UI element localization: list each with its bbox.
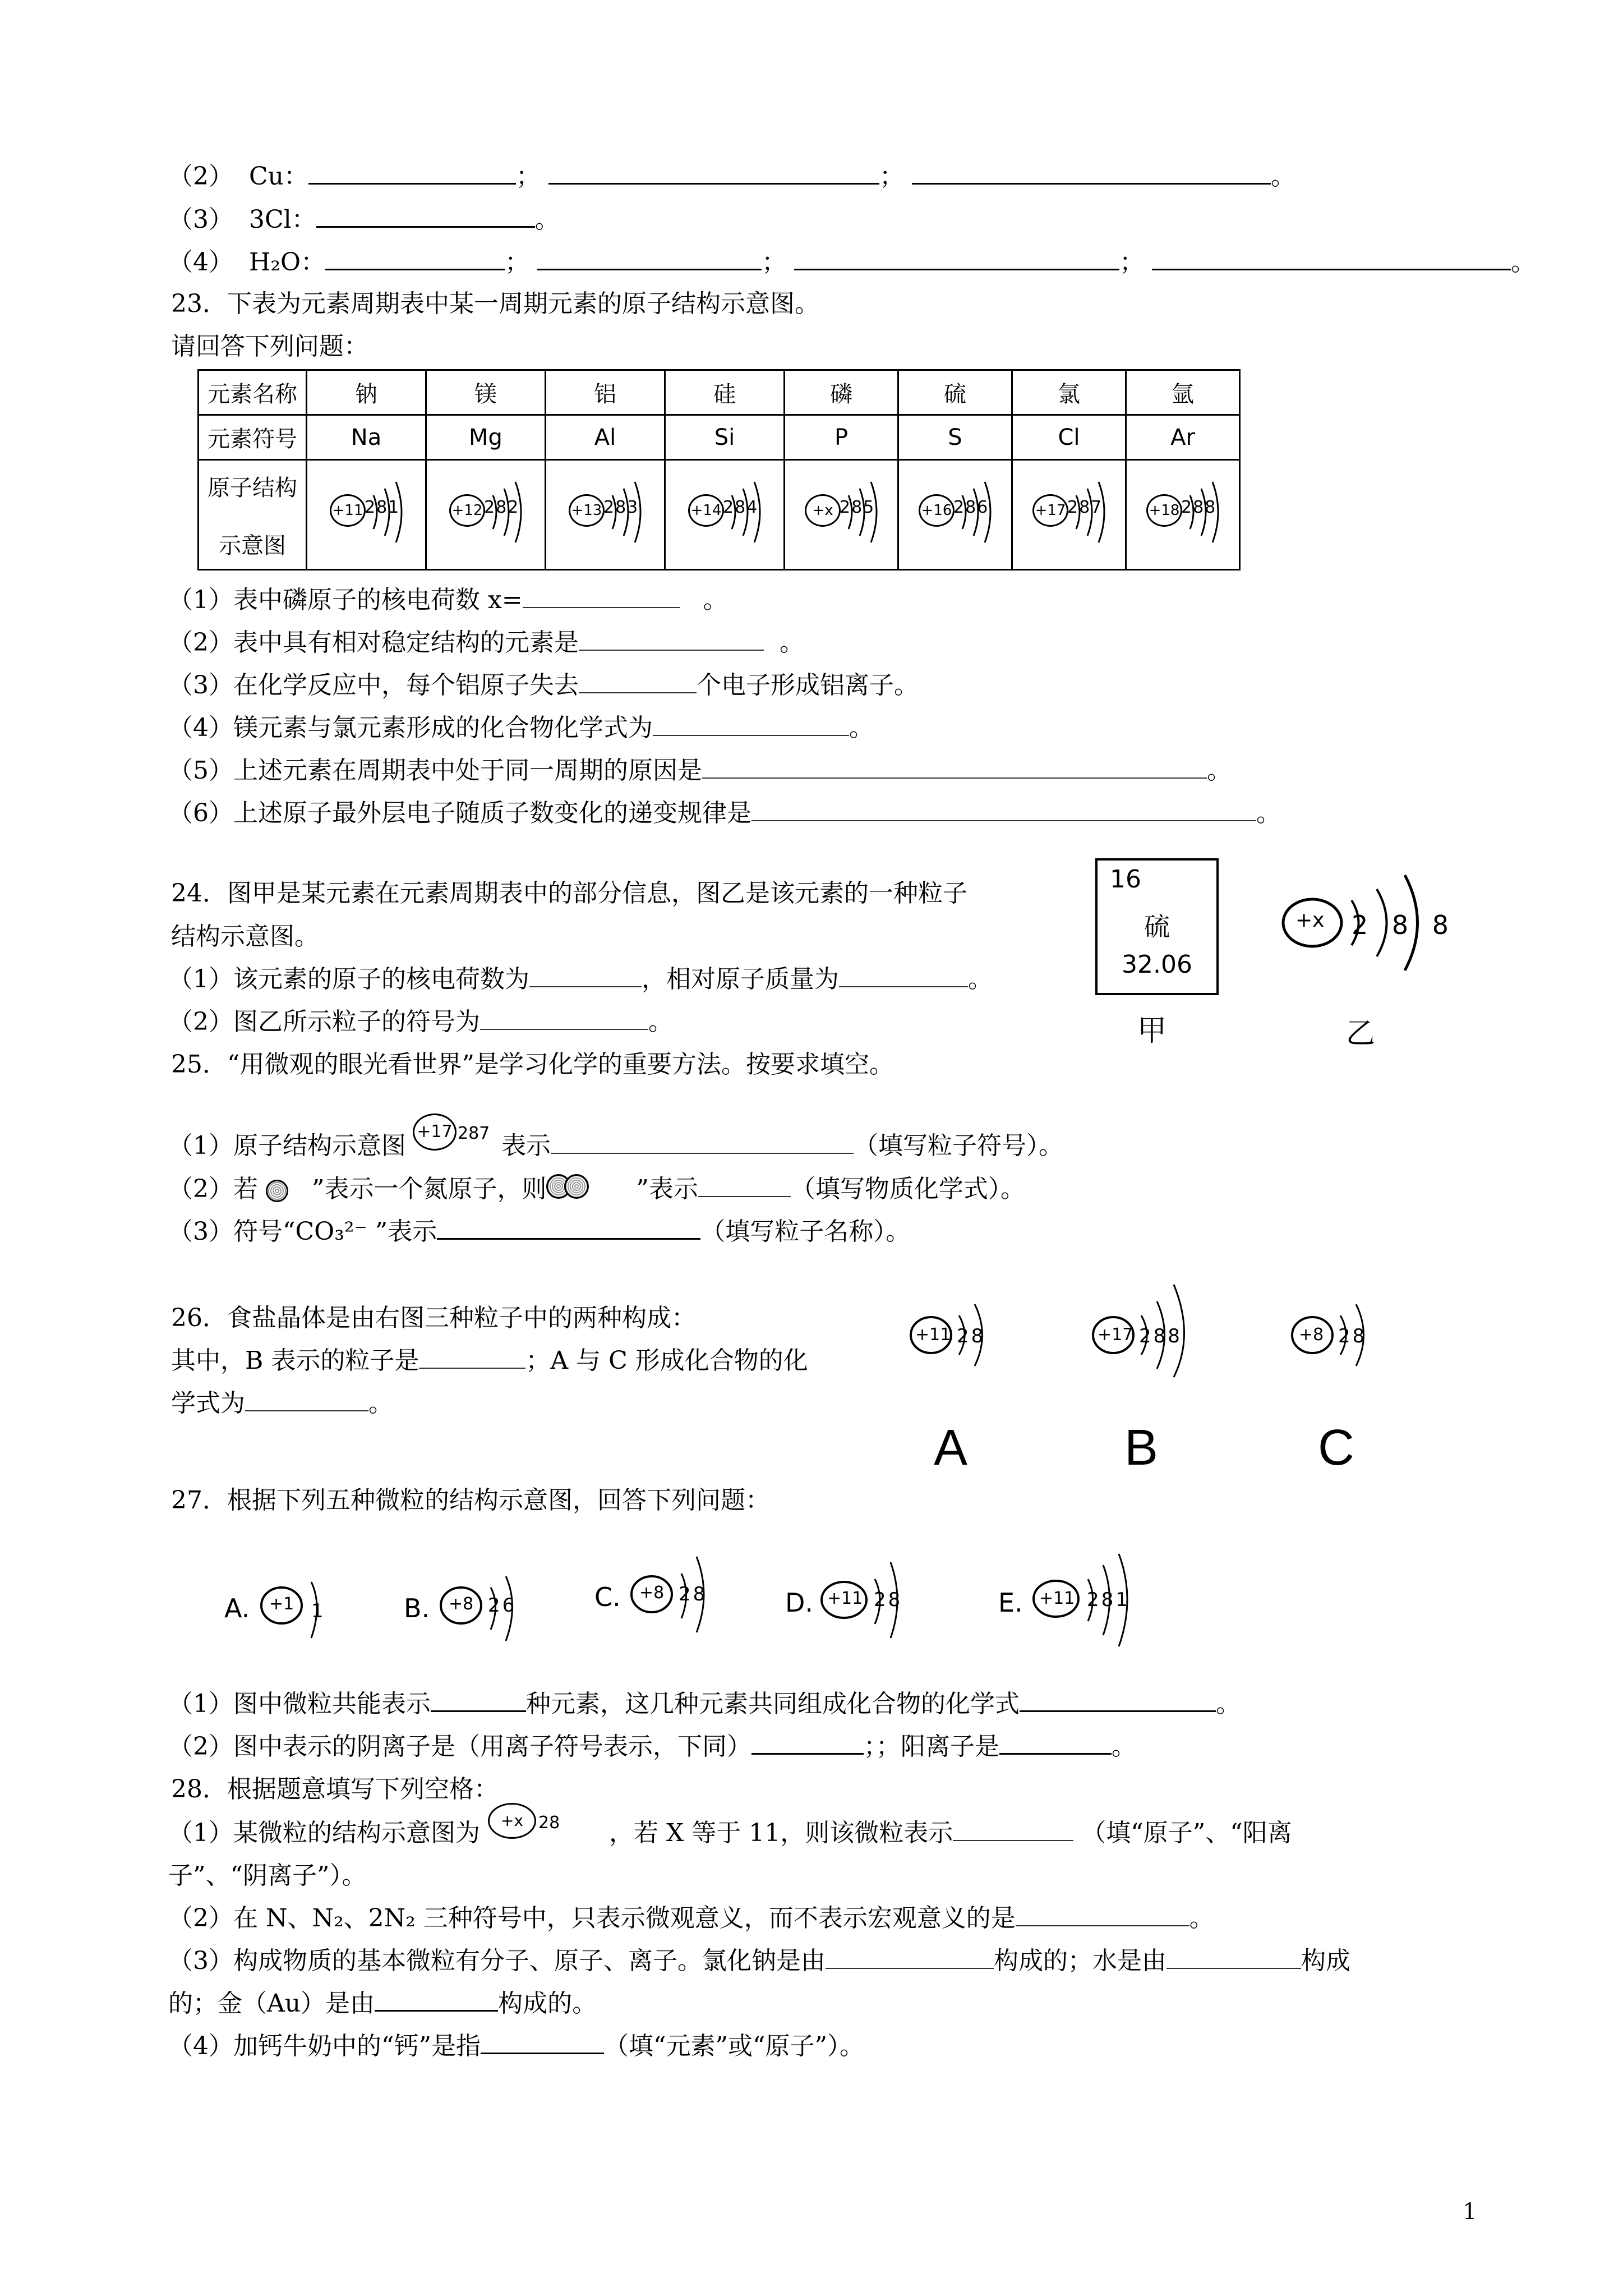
q23-q5-text: （5）上述元素在周期表中处于同一周期的原因是: [168, 756, 702, 785]
atom-circle-icon: [266, 1180, 288, 1202]
particle-label: C.: [594, 1582, 621, 1612]
q24-q2: （2）图乙所示粒子的符号为 。: [168, 1007, 673, 1036]
label-yi: 乙: [1346, 1017, 1376, 1051]
q23-q2-text: （2）表中具有相对稳定结构的元素是: [168, 628, 579, 657]
blank[interactable]: [548, 160, 879, 185]
blank[interactable]: [481, 2030, 604, 2054]
shells: 285: [840, 497, 875, 517]
blank[interactable]: [698, 1174, 791, 1197]
q25-q2d-text: （填写物质化学式）。: [790, 1175, 1025, 1203]
blank[interactable]: [1166, 1945, 1301, 1969]
cell: [546, 460, 665, 570]
q26-line-1: 26．食盐晶体是由右图三种粒子中的两种构成：: [171, 1304, 696, 1332]
cell: [665, 460, 785, 570]
atom-diagram: [799, 478, 883, 546]
molecule-icon: [546, 1174, 589, 1208]
cell: [307, 460, 426, 570]
nucleus: +1: [269, 1594, 294, 1614]
q23-prompt: 请回答下列问题：: [171, 332, 368, 361]
q26-line-2: [171, 1344, 808, 1378]
atomic-mass: 32.06: [1122, 950, 1192, 979]
cell: Cl: [1012, 415, 1126, 460]
q28-q1b-text: ，若 X 等于 11，则该微粒表示: [609, 1819, 953, 1847]
shell-arcs: [597, 478, 647, 546]
q27-q1: （1）图中微粒共能表示 种元素，这几种元素共同组成化合物的化学式 。: [168, 1687, 1241, 1721]
nucleus: +8: [639, 1583, 665, 1603]
q22-l2-label: （2）: [168, 162, 233, 191]
blank[interactable]: [431, 1688, 526, 1712]
nucleus: +12: [449, 494, 485, 527]
period: 。: [779, 628, 804, 657]
inline-nucleus: +17: [413, 1114, 457, 1151]
cell: Si: [665, 415, 785, 460]
blank[interactable]: [325, 246, 505, 270]
q23-q1: [168, 583, 728, 617]
nucleus: +11: [330, 494, 366, 527]
q28-q3e-text: 构成的。: [498, 1989, 597, 2018]
blank[interactable]: [826, 1945, 994, 1969]
shell-arcs: [833, 478, 883, 546]
shells: 28: [874, 1589, 903, 1611]
row-label-line: 原子结构: [208, 475, 297, 501]
atom-diagram: [444, 478, 528, 546]
ion-shells: 2 8 8: [1352, 910, 1457, 940]
cell: Ar: [1126, 415, 1240, 460]
ion-nucleus: +x: [1295, 909, 1325, 932]
particle-label: D.: [785, 1588, 814, 1618]
blank[interactable]: [1152, 246, 1511, 270]
q28-q1: [168, 1811, 1292, 1850]
shells: 28: [957, 1325, 986, 1347]
atom-diagram: [683, 478, 767, 546]
q24-q1: （1）该元素的原子的核电荷数为 ，相对原子质量为 。: [168, 965, 993, 993]
shell-arcs: [477, 478, 528, 546]
q23-q6-text: （6）上述原子最外层电子随质子数变化的递变规律是: [168, 799, 751, 827]
nucleus: +11: [827, 1589, 863, 1608]
blank[interactable]: [523, 585, 680, 608]
blank[interactable]: [551, 1130, 854, 1154]
q28-q4b-text: （填“元素”或“原子”）。: [603, 2032, 864, 2060]
shells: 287: [1067, 497, 1103, 517]
q25-q3a-text: （3）符号“CO₃²⁻ ”表示: [168, 1217, 437, 1246]
q28-q2-text: （2）在 N、N₂、2N₂ 三种符号中，只表示微观意义，而不表示宏观意义的是: [168, 1904, 1016, 1932]
nucleus: +14: [688, 494, 724, 527]
q23-q4-text: （4）镁元素与氯元素形成的化合物化学式为: [168, 714, 653, 742]
q28-q3b-text: 构成的；水是由: [994, 1947, 1166, 1975]
particle-label: C: [1318, 1420, 1354, 1476]
blank[interactable]: [308, 160, 516, 185]
inline-nucleus: +x: [488, 1803, 536, 1839]
atom-diagram: [913, 478, 997, 546]
shells: 281: [365, 497, 400, 517]
nucleus: +13: [569, 494, 605, 527]
q22-l4-label: （4）: [168, 248, 233, 277]
blank[interactable]: [579, 670, 697, 693]
cell: [426, 460, 546, 570]
atom-diagram: [1141, 478, 1225, 546]
row-label: 元素名称: [199, 370, 307, 415]
shells: 286: [953, 497, 989, 517]
q26-l3-text: 学式为: [171, 1389, 245, 1418]
q23-q3b-text: 个电子形成铝离子。: [697, 671, 919, 700]
cell: 钠: [307, 370, 426, 415]
q27-q2: （2）图中表示的阴离子是（用离子符号表示，下同） ；；阳离子是 。: [168, 1730, 1136, 1764]
cell: 氯: [1012, 370, 1126, 415]
shells: 288: [1139, 1325, 1182, 1347]
q28-q3a-text: （3）构成物质的基本微粒有分子、原子、离子。氯化钠是由: [168, 1947, 826, 1975]
blank[interactable]: [1020, 1688, 1216, 1712]
cell: [785, 460, 898, 570]
shell-arcs: [947, 478, 997, 546]
q23-q3: [168, 669, 919, 702]
blank[interactable]: [839, 964, 968, 987]
cell: 氩: [1126, 370, 1240, 415]
nucleus: +17: [1032, 494, 1068, 527]
cell: [898, 460, 1012, 570]
particle-label: A.: [224, 1593, 250, 1623]
q28-q3c-text: 构成: [1301, 1947, 1350, 1975]
inline-atom: [480, 1811, 609, 1841]
q25-q1c-text: （填写粒子符号）。: [854, 1131, 1063, 1160]
q23-q5: [168, 754, 1232, 788]
q23-q1-text: （1）表中磷原子的核电荷数 x=: [168, 586, 523, 614]
blank[interactable]: [999, 1731, 1112, 1755]
q24-title-2: 结构示意图。: [171, 922, 319, 951]
shell-arcs: [716, 478, 767, 546]
q24-title-1: 24．图甲是某元素在元素周期表中的部分信息，图乙是该元素的一种粒子: [171, 879, 967, 908]
q26-l2b-text: ；A 与 C 形成化合物的化: [525, 1346, 808, 1375]
q28-q1-cont: 子”、“阴离子”）。: [168, 1861, 367, 1890]
q23-q3a-text: （3）在化学反应中，每个铝原子失去: [168, 671, 579, 700]
inline-shells: 287: [458, 1124, 490, 1143]
page-number: 1: [1463, 2199, 1477, 2225]
q23-q4: [168, 711, 874, 745]
q28-q3-cont: [168, 1987, 597, 2021]
label-jia: 甲: [1137, 1014, 1167, 1048]
q23-title: 23．下表为元素周期表中某一周期元素的原子结构示意图。: [171, 289, 819, 318]
inline-shells: 28: [538, 1813, 560, 1833]
nucleus: +11: [915, 1325, 951, 1345]
shell-arcs: [1174, 478, 1225, 546]
cell: P: [785, 415, 898, 460]
nucleus: +16: [919, 494, 955, 527]
q24-q1b-text: ，相对原子质量为: [642, 965, 839, 993]
shells: 283: [603, 497, 639, 517]
nucleus: +11: [1039, 1589, 1075, 1608]
q25-q2: [168, 1172, 1025, 1208]
blank[interactable]: [794, 246, 1119, 270]
blank[interactable]: [480, 1006, 648, 1030]
cell: Na: [307, 415, 426, 460]
q25-title: 25．“用微观的眼光看世界”是学习化学的重要方法。按要求填空。: [171, 1050, 894, 1079]
shells: 28: [1338, 1325, 1367, 1347]
atom-diagram: [324, 478, 408, 546]
q27-title: 27．根据下列五种微粒的结构示意图，回答下列问题：: [171, 1486, 770, 1515]
shells: 281: [1087, 1589, 1130, 1611]
q26-particle-b: [1085, 1273, 1209, 1476]
q25-q2c-text: ”表示: [636, 1175, 698, 1203]
q28-q3d-text: 的；金（Au）是由: [168, 1989, 375, 2018]
q27-q2a-text: （2）图中表示的阴离子是（用离子符号表示，下同）: [168, 1732, 751, 1761]
q22-l3-formula: 3Cl：: [248, 205, 316, 234]
q25-q2a-text: （2）若: [168, 1175, 258, 1203]
q28-q1a-text: （1）某微粒的结构示意图为: [168, 1819, 480, 1847]
shells: 282: [484, 497, 520, 517]
shells: 284: [723, 497, 759, 517]
blank[interactable]: [375, 1987, 498, 2012]
q22-line-2: （2） Cu： ； ； 。: [168, 160, 1295, 194]
q23-q6: [168, 797, 1281, 830]
blank[interactable]: [245, 1388, 368, 1411]
q25-q1b-text: 表示: [501, 1131, 551, 1160]
q25-q1a-text: （1）原子结构示意图: [168, 1131, 406, 1160]
q28-q4a-text: （4）加钙牛奶中的“钙”是指: [168, 2032, 481, 2060]
period: 。: [849, 714, 874, 742]
shells: 1: [311, 1600, 324, 1622]
blank[interactable]: [316, 204, 535, 228]
blank[interactable]: [751, 1731, 864, 1755]
row-label: 元素符号: [199, 415, 307, 460]
q27-q2b-text: ；阳离子是: [876, 1732, 999, 1761]
q25-q3b-text: （填写粒子名称）。: [700, 1217, 911, 1246]
cell: 铝: [546, 370, 665, 415]
cell: [1012, 460, 1126, 570]
row-label-line: 示意图: [219, 532, 286, 559]
q24-q2-text: （2）图乙所示粒子的符号为: [168, 1007, 480, 1036]
atom-diagram: [563, 478, 647, 546]
element-cell-jia: [1095, 858, 1219, 995]
cell: 磷: [785, 370, 898, 415]
cell: 镁: [426, 370, 546, 415]
shell-arcs: [358, 478, 408, 546]
particle-label: E.: [998, 1588, 1023, 1618]
q25-q2b-text: ”表示一个氮原子，则: [311, 1175, 547, 1203]
cell: S: [898, 415, 1012, 460]
blank[interactable]: [529, 964, 642, 987]
blank[interactable]: [579, 627, 764, 651]
period: 。: [703, 586, 728, 614]
cell: 硫: [898, 370, 1012, 415]
q25-q3: [168, 1215, 910, 1249]
q26-particle-a: [903, 1285, 1015, 1476]
nucleus: +8: [449, 1594, 474, 1614]
blank[interactable]: [751, 798, 1256, 821]
q27-q1a-text: （1）图中微粒共能表示: [168, 1690, 431, 1718]
period: 。: [1207, 756, 1232, 785]
q28-q2: （2）在 N、N₂、2N₂ 三种符号中，只表示微观意义，而不表示宏观意义的是 。: [168, 1904, 1214, 1932]
cell: 硅: [665, 370, 785, 415]
q27-q1b-text: 种元素，这几种元素共同组成化合物的化学式: [526, 1690, 1020, 1718]
q22-line-4: （4） H₂O： ； ； ； 。: [168, 246, 1536, 279]
blank[interactable]: [419, 1345, 525, 1369]
nucleus: +x: [805, 494, 841, 527]
shells: 28: [679, 1583, 708, 1605]
q26-particle-c: [1284, 1285, 1396, 1476]
q22-l4-formula: H₂O：: [248, 248, 326, 277]
q26-line-3: 学式为 。: [171, 1389, 393, 1418]
q22-l2-formula: Cu：: [248, 162, 308, 191]
particle-label: B.: [404, 1593, 430, 1623]
blank[interactable]: [537, 246, 762, 270]
shells: 288: [1181, 497, 1217, 517]
atomic-number: 16: [1110, 865, 1141, 894]
blank[interactable]: [953, 1818, 1073, 1841]
particle-label: A: [934, 1420, 968, 1476]
blank[interactable]: [1016, 1903, 1189, 1926]
q28-q4: [168, 2030, 864, 2063]
blank[interactable]: [912, 160, 1271, 185]
q23-q2: [168, 626, 804, 660]
cell: [1126, 460, 1240, 570]
cell: Mg: [426, 415, 546, 460]
atom-diagram: [1027, 478, 1111, 546]
q28-title: 28．根据题意填写下列空格：: [171, 1775, 499, 1803]
q27-particles: [224, 1559, 1178, 1660]
shells: 26: [488, 1594, 517, 1617]
inline-atom: [406, 1122, 501, 1154]
q22-l3-label: （3）: [168, 205, 233, 234]
nucleus: +8: [1299, 1325, 1324, 1345]
q22-line-3: （3） 3Cl： 。: [168, 203, 560, 237]
nucleus: +18: [1146, 494, 1182, 527]
q26-l2a-text: 其中，B 表示的粒子是: [171, 1346, 419, 1375]
periodic-table: [197, 369, 1241, 570]
q25-q1: [168, 1122, 1063, 1163]
blank[interactable]: [653, 712, 849, 736]
element-name: 硫: [1144, 912, 1170, 942]
particle-label: B: [1124, 1420, 1159, 1476]
q28-q3: [168, 1944, 1350, 1978]
q24-q1a-text: （1）该元素的原子的核电荷数为: [168, 965, 529, 993]
cell: Al: [546, 415, 665, 460]
shell-arcs: [1061, 478, 1111, 546]
row-label: [199, 460, 307, 570]
blank[interactable]: [702, 755, 1207, 779]
blank[interactable]: [437, 1216, 700, 1240]
q28-q1c-text: （填“原子”、“阳离: [1081, 1819, 1292, 1847]
nucleus: +17: [1098, 1325, 1133, 1345]
period: 。: [1256, 799, 1281, 827]
